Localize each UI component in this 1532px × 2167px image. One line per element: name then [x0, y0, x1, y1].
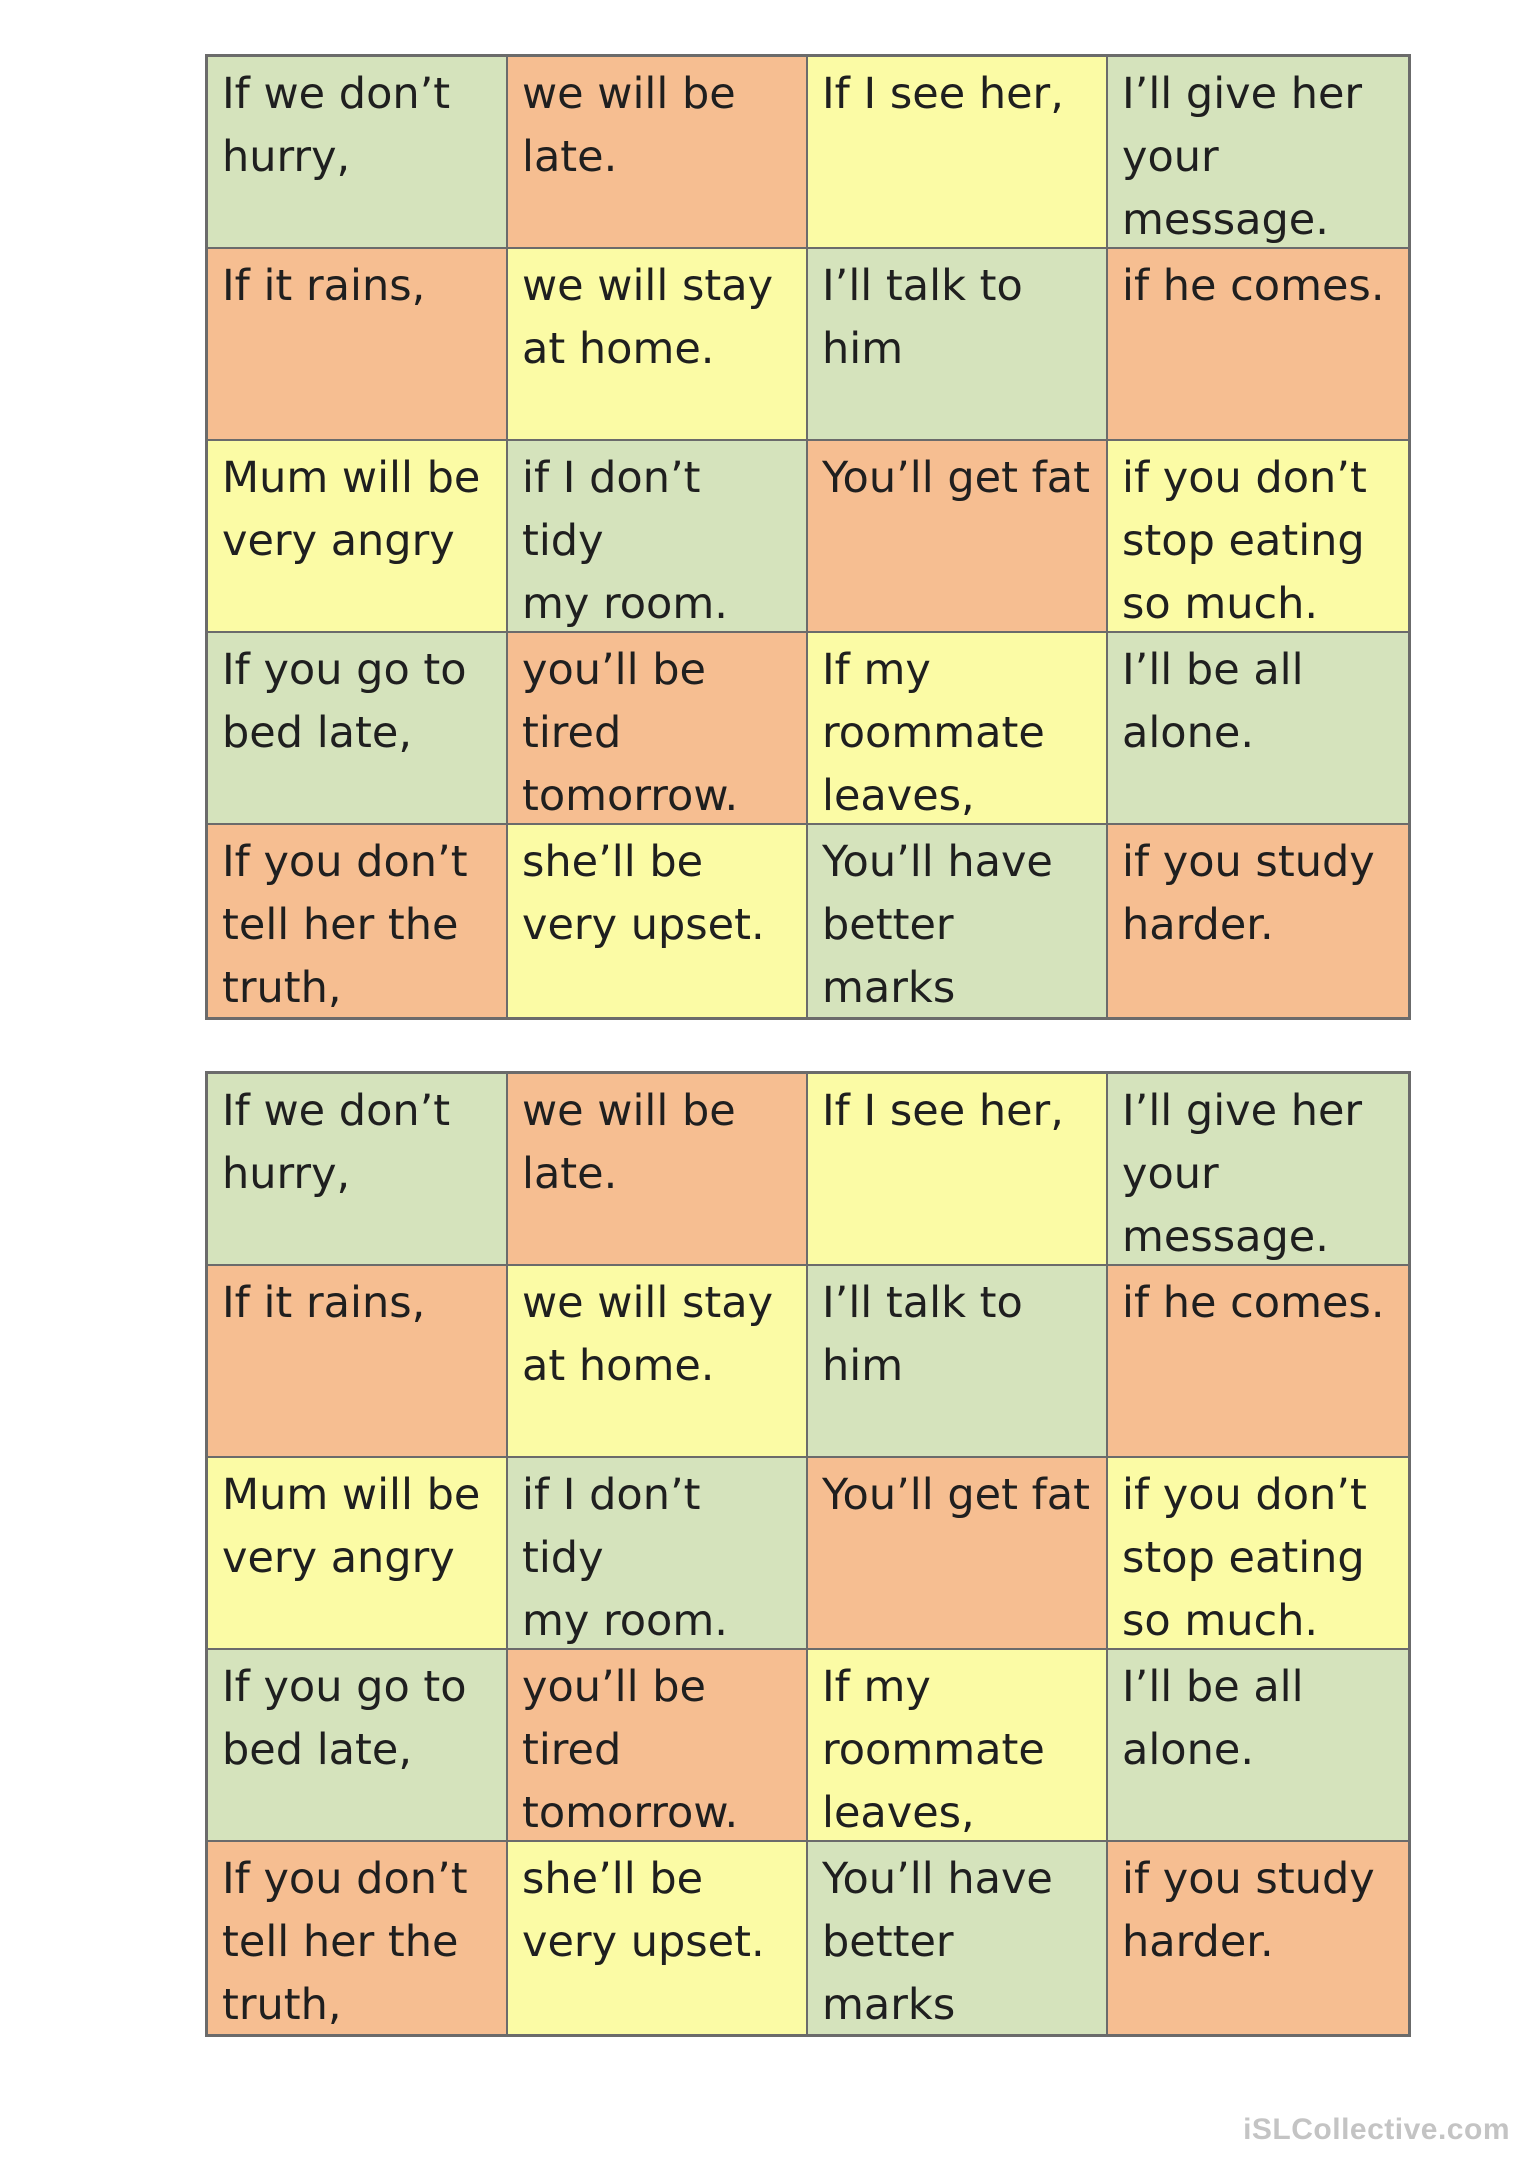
card-cell: If we don’t hurry,: [208, 57, 508, 249]
card-cell: if you study harder.: [1108, 1842, 1408, 2034]
card-cell: I’ll give her your message.: [1108, 57, 1408, 249]
card-cell: if he comes.: [1108, 1266, 1408, 1458]
watermark: iSLCollective.com: [1243, 2113, 1510, 2146]
card-cell: we will be late.: [508, 1074, 808, 1266]
card-cell: If we don’t hurry,: [208, 1074, 508, 1266]
card-cell: Mum will be very angry: [208, 1458, 508, 1650]
card-cell: You’ll get fat: [808, 441, 1108, 633]
card-cell: if I don’t tidy my room.: [508, 441, 808, 633]
card-cell: If I see her,: [808, 1074, 1108, 1266]
card-cell: I’ll talk to him: [808, 249, 1108, 441]
card-cell: if he comes.: [1108, 249, 1408, 441]
card-cell: If it rains,: [208, 1266, 508, 1458]
card-cell: she’ll be very upset.: [508, 825, 808, 1017]
card-cell: we will stay at home.: [508, 1266, 808, 1458]
card-cell: If you don’t tell her the truth,: [208, 825, 508, 1017]
card-cell: If my roommate leaves,: [808, 1650, 1108, 1842]
card-grid-bottom: [205, 1071, 1411, 2037]
card-cell: if you don’t stop eating so much.: [1108, 441, 1408, 633]
card-cell: If it rains,: [208, 249, 508, 441]
card-cell: she’ll be very upset.: [508, 1842, 808, 2034]
card-cell: You’ll get fat: [808, 1458, 1108, 1650]
card-cell: You’ll have better marks: [808, 1842, 1108, 2034]
card-cell: if you study harder.: [1108, 825, 1408, 1017]
card-cell: I’ll be all alone.: [1108, 633, 1408, 825]
card-cell: I’ll give her your message.: [1108, 1074, 1408, 1266]
card-cell: If I see her,: [808, 57, 1108, 249]
card-cell: you’ll be tired tomorrow.: [508, 633, 808, 825]
card-grid-top: [205, 54, 1411, 1020]
card-cell: we will be late.: [508, 57, 808, 249]
card-cell: If you go to bed late,: [208, 633, 508, 825]
card-cell: If my roommate leaves,: [808, 633, 1108, 825]
card-cell: You’ll have better marks: [808, 825, 1108, 1017]
card-cell: Mum will be very angry: [208, 441, 508, 633]
card-cell: if you don’t stop eating so much.: [1108, 1458, 1408, 1650]
card-cell: we will stay at home.: [508, 249, 808, 441]
card-cell: I’ll talk to him: [808, 1266, 1108, 1458]
card-cell: if I don’t tidy my room.: [508, 1458, 808, 1650]
card-cell: If you go to bed late,: [208, 1650, 508, 1842]
card-cell: If you don’t tell her the truth,: [208, 1842, 508, 2034]
card-cell: you’ll be tired tomorrow.: [508, 1650, 808, 1842]
card-cell: I’ll be all alone.: [1108, 1650, 1408, 1842]
